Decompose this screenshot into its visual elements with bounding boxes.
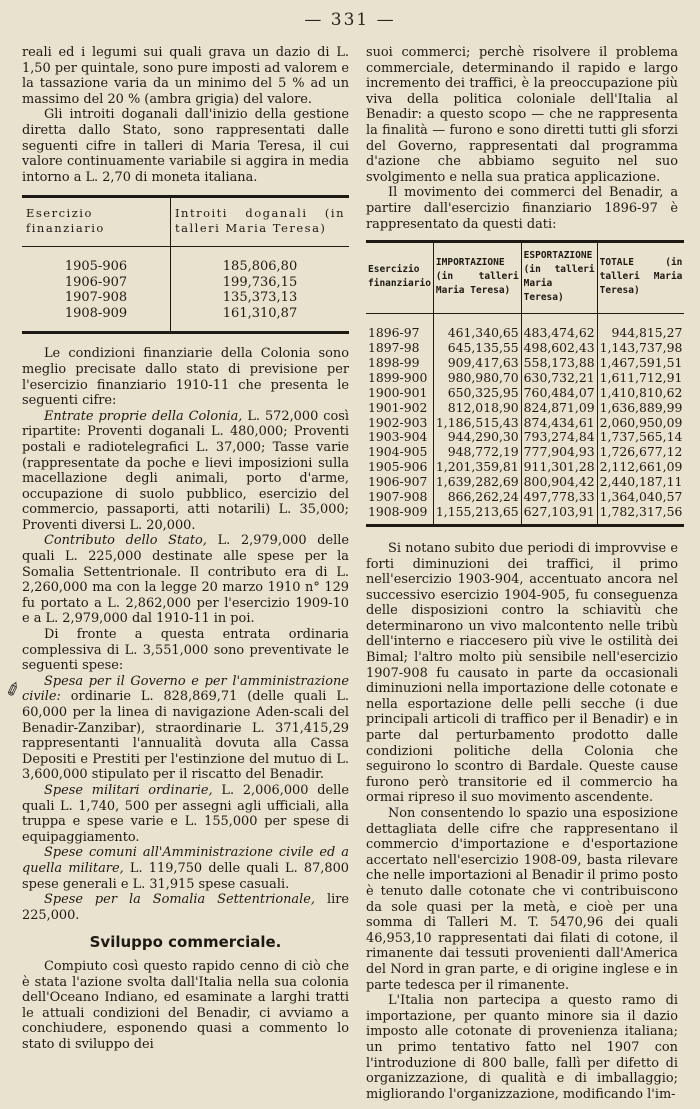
table-row <box>366 416 684 431</box>
import-cell: 1,201,359,81 <box>433 460 521 475</box>
emphasis: Spesa per il Governo e per l'amministrazione civile: <box>22 673 349 705</box>
page-number: — 331 — <box>304 10 396 30</box>
column-header-total: TOTALE (in talleri Maria Teresa) <box>597 242 684 314</box>
export-cell: 497,778,33 <box>521 490 597 505</box>
emphasis: Spese per la Somalia Settentrionale, <box>44 892 315 908</box>
table-row <box>366 475 684 490</box>
column-header-year: Esercizio finanziario <box>366 242 433 314</box>
year-cell: 1905-906 <box>368 459 428 475</box>
year-cell: 1906-907 <box>22 275 171 291</box>
import-cell: 812,018,90 <box>433 401 521 416</box>
year-cell: 1905-906 <box>22 247 171 275</box>
export-cell: 911,301,28 <box>521 460 597 475</box>
paragraph: Il movimento dei commerci del Benadir, a partire dall'esercizio finanziario 1896-97 è rappresentato da questi dati: <box>366 185 678 232</box>
year-cell: 1902-903 <box>368 414 428 430</box>
year-cell: 1898-99 <box>368 354 420 370</box>
year-cell: 1904-905 <box>368 444 428 460</box>
table-row <box>22 306 349 333</box>
total-cell: 2,060,950,09 <box>597 416 684 431</box>
table-row <box>366 401 684 416</box>
trade-table-body <box>366 314 684 526</box>
total-cell: 2,440,187,11 <box>597 475 684 490</box>
paragraph-text: L. 2,006,000 delle quali L. 1,740, 500 per assegni agli ufficiali, alla truppa e spese varie e L. 155,000 per spese di equipaggiamento. <box>22 782 349 845</box>
column-header-imports: IMPORTAZIONE (in talleri Maria Teresa) <box>433 242 521 314</box>
margin-pen-mark: ✐ <box>2 678 25 703</box>
paragraph: reali ed i legumi sui quali grava un dazio di L. 1,50 per quintale, sono pure imposti ad valorem e la tassazione varia da un minimo del 5 % ad un massimo del 20 % (ambra grigia) del valore. <box>22 45 349 107</box>
paragraph <box>22 674 349 783</box>
table-row <box>366 371 684 386</box>
column-header-year: Esercizio finanziario <box>22 197 171 247</box>
import-cell: 645,135,55 <box>433 341 521 356</box>
paragraph <box>22 845 349 892</box>
total-cell: 1,467,591,51 <box>597 356 684 371</box>
value-cell: 161,310,87 <box>222 305 298 321</box>
import-cell: 948,772,19 <box>433 445 521 460</box>
emphasis: Spese comuni all'Amministrazione civile ed a quella militare, <box>22 845 349 876</box>
emphasis: Spese militari ordinarie, <box>44 782 213 798</box>
export-cell: 874,434,61 <box>521 416 597 431</box>
total-cell: 1,410,810,62 <box>597 386 684 401</box>
total-cell: 1,611,712,91 <box>597 371 684 386</box>
total-cell: 1,726,677,12 <box>597 445 684 460</box>
table-row <box>366 430 684 445</box>
table-row <box>366 505 684 525</box>
section-heading: Sviluppo commerciale. <box>89 933 282 952</box>
total-cell: 2,112,661,09 <box>597 460 684 475</box>
year-cell: 1907-908 <box>22 290 171 306</box>
emphasis: Entrate proprie della Colonia, <box>44 408 243 424</box>
export-cell: 793,274,84 <box>521 430 597 445</box>
export-cell: 824,871,09 <box>521 401 597 416</box>
export-cell: 627,103,91 <box>521 505 597 525</box>
total-cell: 1,636,889,99 <box>597 401 684 416</box>
customs-revenue-table <box>22 195 349 334</box>
year-cell: 1908-909 <box>22 306 171 333</box>
paragraph-text: L. 572,000 così ripartite: Proventi doganali L. 480,000; Proventi postali e radiotelegrafici L. 37,000; Tasse varie (rappresentate da poche e lievi imposizioni sulla macellazione degli animali, porto d'arme, occupazione di suolo pubblico, esercizio del commercio, passaporti, atti notarili) L. 35,000; Proventi diversi L. 20,000. <box>22 408 349 533</box>
table-row <box>366 314 684 341</box>
paragraph <box>22 783 349 845</box>
paragraph <box>22 409 349 534</box>
import-cell: 1,155,213,65 <box>433 505 521 525</box>
paragraph-text: ordinarie L. 828,869,71 (delle quali L. 60,000 per la linea di navigazione Aden-scali del Benadir-Zanzibar), straordinarie L. 371,415,29 rappresentanti l'annualità dovuta alla Cassa Depositi e Prestiti per l'estinzione del mutuo di L. 3,600,000 stipulato per il riscatto del Benadir. <box>22 689 349 783</box>
import-cell: 650,325,95 <box>433 386 521 401</box>
export-cell: 498,602,43 <box>521 341 597 356</box>
total-cell: 944,815,27 <box>597 314 684 341</box>
table-row <box>366 445 684 460</box>
trade-movement-table <box>366 240 684 527</box>
table-row <box>22 290 349 306</box>
import-cell: 1,639,282,69 <box>433 475 521 490</box>
paragraph-text: L. 119,750 delle quali L. 87,800 spese generali e L. 31,915 spese casuali. <box>22 860 349 892</box>
paragraph: Gli introiti doganali dall'inizio della gestione diretta dallo Stato, sono rappresentati dalle seguenti cifre in talleri di Maria Teresa, il cui valore continuamente variabile si aggira in media intorno a L. 2,70 di moneta italiana. <box>22 107 349 185</box>
year-cell: 1897-98 <box>368 340 420 356</box>
right-column <box>366 45 683 1102</box>
column-header-value: Introiti doganali (in talleri Maria Teresa) <box>171 197 350 247</box>
export-cell: 760,484,07 <box>521 386 597 401</box>
year-cell: 1896-97 <box>368 325 420 341</box>
paragraph: Compiuto così questo rapido cenno di ciò che è stata l'azione svolta dall'Italia nella sua colonia dell'Oceano Indiano, ed esaminate a larghi tratti le attuali condizioni del Benadir, ci avviamo a conchiudere, esponendo quasi a commento lo stato di sviluppo dei <box>22 958 349 1052</box>
total-cell: 1,143,737,98 <box>597 341 684 356</box>
year-cell: 1901-902 <box>368 399 428 415</box>
year-cell: 1900-901 <box>368 384 428 400</box>
paragraph: Si notano subito due periodi di improvvise e forti diminuzioni dei traffici, il primo nell'esercizio 1903-904, accentuato ancora nel successivo esercizio 1904-905, fu conseguenza delle disposizioni contro la schiavitù che determinarono un vivo malcontento nelle tribù dell'interno e riaccesero più vive le ostilità dei Bimal; l'altro molto più sensibile nell'esercizio 1907-908 fu causato in parte da occasionali diminuzioni nella importazione delle cotonate e nella esportazione delle pelli secche (i due principali articoli di traffico per il Benadir) e in parte dal perturbamento prodotto dalle condizioni politiche della Colonia che seguirono lo scontro di Bardale. Queste cause furono però transitorie ed il commercio ha ormai ripreso il suo movimento ascendente. <box>366 540 678 806</box>
import-cell: 980,980,70 <box>433 371 521 386</box>
paragraph-text: lire 225,000. <box>22 892 349 923</box>
paragraph: Di fronte a questa entrata ordinaria complessiva di L. 3,551,000 sono preventivate le seguenti spese: <box>22 627 349 674</box>
year-cell: 1899-900 <box>368 369 428 385</box>
paragraph: Non consentendo lo spazio una esposizione dettagliata delle cifre che rappresentano il commercio d'importazione e d'esportazione accertato nell'esercizio 1908-09, basta rilevare che nelle importazioni al Benadir il primo posto è tenuto dalle cotonate che vi contribuiscono da sole quasi per la metà, e cioè per una somma di Talleri M. T. 5470,96 dei quali 46,953,10 rappresentati dai filati di cotone, il rimanente dai tessuti provenienti dall'America del Nord in gran parte, e di origine inglese e in parte tedesca per il rimanente. <box>366 806 678 993</box>
import-cell: 1,186,515,43 <box>433 416 521 431</box>
emphasis: Contributo dello Stato, <box>44 533 207 549</box>
table-row <box>22 247 349 275</box>
export-cell: 630,732,21 <box>521 371 597 386</box>
year-cell: 1903-904 <box>368 429 428 445</box>
total-cell: 1,782,317,56 <box>597 505 684 525</box>
left-column <box>22 45 349 1052</box>
import-cell: 909,417,63 <box>433 356 521 371</box>
paragraph-text: L. 2,979,000 delle quali L. 225,000 destinate alle spese per la Somalia Settentrionale. Il contributo era di L. 2,260,000 ma con la legge 20 marzo 1910 n° 129 fu portato a L. 2,862,000 per l'esercizio 1909-10 e a L. 2,979,000 dal 1910-11 in poi. <box>22 533 350 627</box>
export-cell: 558,173,88 <box>521 356 597 371</box>
import-cell: 944,290,30 <box>433 430 521 445</box>
paragraph: L'Italia non partecipa a questo ramo di importazione, per quanto minore sia il dazio imposto alle cotonate di provenienza italiana; un primo tentativo fatto nel 1907 con l'introduzione di 800 balle, fallì per difetto di organizzazione, di qualità e di imballaggio; migliorando l'organizzazione, modificando l'im- <box>366 993 678 1102</box>
year-cell: 1907-908 <box>368 489 428 505</box>
paragraph <box>22 533 349 627</box>
paragraph: Le condizioni finanziarie della Colonia sono meglio precisate dallo stato di previsione per l'esercizio finanziario 1910-11 che presenta le seguenti cifre: <box>22 346 349 409</box>
export-cell: 777,904,93 <box>521 445 597 460</box>
import-cell: 866,262,24 <box>433 490 521 505</box>
paragraph: suoi commerci; perchè risolvere il problema commerciale, determinando il rapido e largo incremento dei traffici, è la preoccupazione più viva della politica coloniale dell'Italia al Benadir: a questo scopo — che ne rappresenta la finalità — furono e sono diretti tutti gli sforzi del Governo, rappresentati dal programma d'azione che abbiamo seguito nel suo svolgimento e nella sua pratica applicazione. <box>366 45 678 185</box>
table-row <box>366 460 684 475</box>
year-cell: 1906-907 <box>368 474 428 490</box>
table-row <box>366 490 684 505</box>
value-cell: 199,736,15 <box>222 274 298 290</box>
table-row <box>366 386 684 401</box>
value-cell: 135,373,13 <box>222 290 298 306</box>
table-row <box>366 356 684 371</box>
export-cell: 800,904,42 <box>521 475 597 490</box>
paragraph <box>22 892 349 923</box>
total-cell: 1,737,565,14 <box>597 430 684 445</box>
table-row <box>366 341 684 356</box>
year-cell: 1908-909 <box>368 504 428 519</box>
value-cell: 185,806,80 <box>222 259 298 275</box>
total-cell: 1,364,040,57 <box>597 490 684 505</box>
column-header-exports: ESPORTAZIONE (in talleri Maria Teresa) <box>521 242 597 314</box>
export-cell: 483,474,62 <box>521 314 597 341</box>
import-cell: 461,340,65 <box>433 314 521 341</box>
table-row <box>22 275 349 291</box>
